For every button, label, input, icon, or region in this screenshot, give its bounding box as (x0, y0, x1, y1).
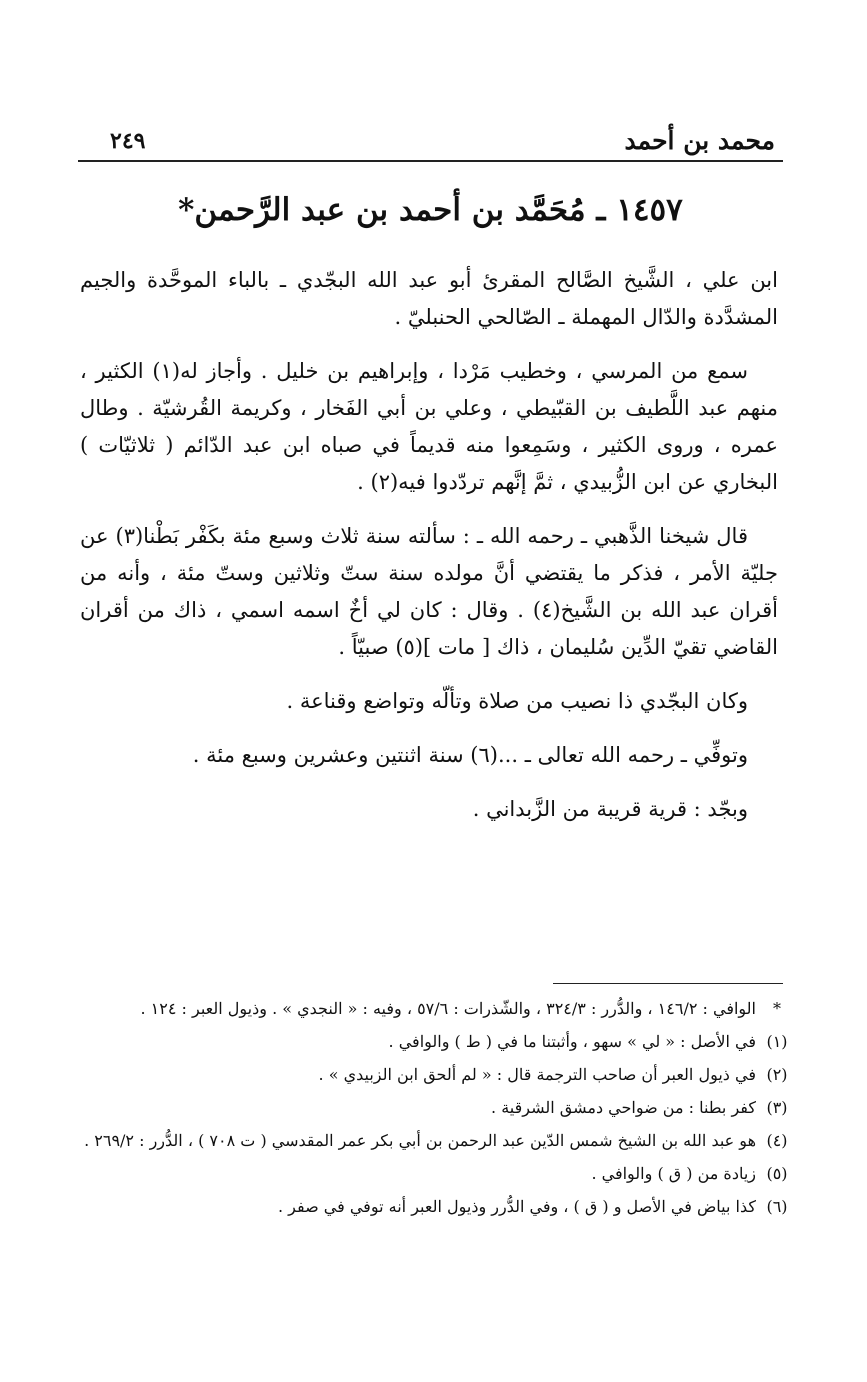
paragraph-teachers: سمع من المرسي ، وخطيب مَرْدا ، وإبراهيم بن خليل . وأجاز له(١) الكثير ، منهم عبد اللَّطيف بن القبّيطي ، وعلي بن أبي الفَخار ، وكريمة القُرشيّة . وطال عمره ، وروى الكثير ، وسَمِعوا منه قديماً في صباه ابن عبد الدّائم ( ثلاثيّات ) البخاري عن ابن الزُّبيدي ، ثمَّ إنَّهم تردّدوا فيه(٢) . (80, 359, 778, 494)
footnote-marker: (٤) (766, 1131, 788, 1150)
entry-body (80, 262, 778, 845)
paragraph-place: وبجّد : قرية قريبة من الزَّبداني . (472, 797, 748, 821)
paragraph-character: وكان البجّدي ذا نصيب من صلاة وتألّه وتواضع وقناعة . (286, 689, 748, 713)
footnote-item (80, 1025, 798, 1058)
footnote-text: هو عبد الله بن الشيخ شمس الدّين عبد الرحمن بن أبي بكر عمر المقدسي ( ت ٧٠٨ ) ، الدُّرر : ٢٦٩/٢ . (84, 1131, 756, 1150)
footnote-marker: (٦) (766, 1197, 788, 1216)
footnote-rule (553, 983, 783, 984)
footnote-marker: * (773, 999, 781, 1018)
footnote-item (80, 1058, 798, 1091)
footnote-text: الوافي : ١٤٦/٢ ، والدُّرر : ٣٢٤/٣ ، والشّذرات : ٥٧/٦ ، وفيه : « النجدي » . وذيول العبر : ١٢٤ . (140, 999, 756, 1018)
footnote-item (80, 1190, 798, 1223)
footnote-marker: (١) (766, 1032, 788, 1051)
running-title: محمد بن أحمد (624, 126, 775, 155)
footnote-item (80, 1091, 798, 1124)
paragraph-dhahabi-quote: قال شيخنا الذَّهبي ـ رحمه الله ـ : سألته سنة ثلاث وسبع مئة بكَفْر بَطْنا(٣) عن جليّة الأمر ، فذكر ما يقتضي أنَّ مولده سنة ستّ وثلاثين وستّ مئة ، وأنه من أقران عبد الله بن الشَّيخ(٤) . وقال : كان لي أخٌ اسمه اسمي ، ذاك من أقران القاضي تقيّ الدِّين سُليمان ، ذاك [ مات ](٥) صبيّاً . (80, 524, 778, 659)
footnote-text: كذا بياض في الأصل و ( ق ) ، وفي الدُّرر وذيول العبر أنه توفي في صفر . (278, 1197, 756, 1216)
footnote-text: زيادة من ( ق ) والوافي . (591, 1164, 756, 1183)
footnote-item (80, 1157, 798, 1190)
footnote-marker: (٣) (766, 1098, 788, 1117)
footnote-item (80, 992, 798, 1025)
paragraph-lineage: ابن علي ، الشَّيخ الصَّالح المقرئ أبو عبد الله البجّدي ـ بالباء الموحَّدة والجيم المشدَّدة والدّال المهملة ـ الصّالحي الحنبليّ . (80, 268, 778, 329)
footnote-marker: (٥) (766, 1164, 788, 1183)
footnote-item (80, 1124, 798, 1157)
header-rule (78, 160, 783, 162)
footnote-marker: (٢) (766, 1065, 788, 1084)
paragraph-death: وتوفِّي ـ رحمه الله تعالى ـ ...(٦) سنة اثنتين وعشرين وسبع مئة . (192, 743, 748, 767)
entry-title: ١٤٥٧ ـ مُحَمَّد بن أحمد بن عبد الرَّحمن* (178, 192, 683, 228)
footnote-text: كفر بطنا : من ضواحي دمشق الشرقية . (491, 1098, 756, 1117)
page-number: ٢٤٩ (110, 128, 146, 154)
page-header (78, 126, 783, 160)
footnotes (80, 992, 798, 1223)
footnote-text: في الأصل : « لي » سهو ، وأثبتنا ما في ( ط ) والوافي . (388, 1032, 756, 1051)
footnote-text: في ذيول العبر أن صاحب الترجمة قال : « لم ألحق ابن الزبيدي » . (318, 1065, 756, 1084)
